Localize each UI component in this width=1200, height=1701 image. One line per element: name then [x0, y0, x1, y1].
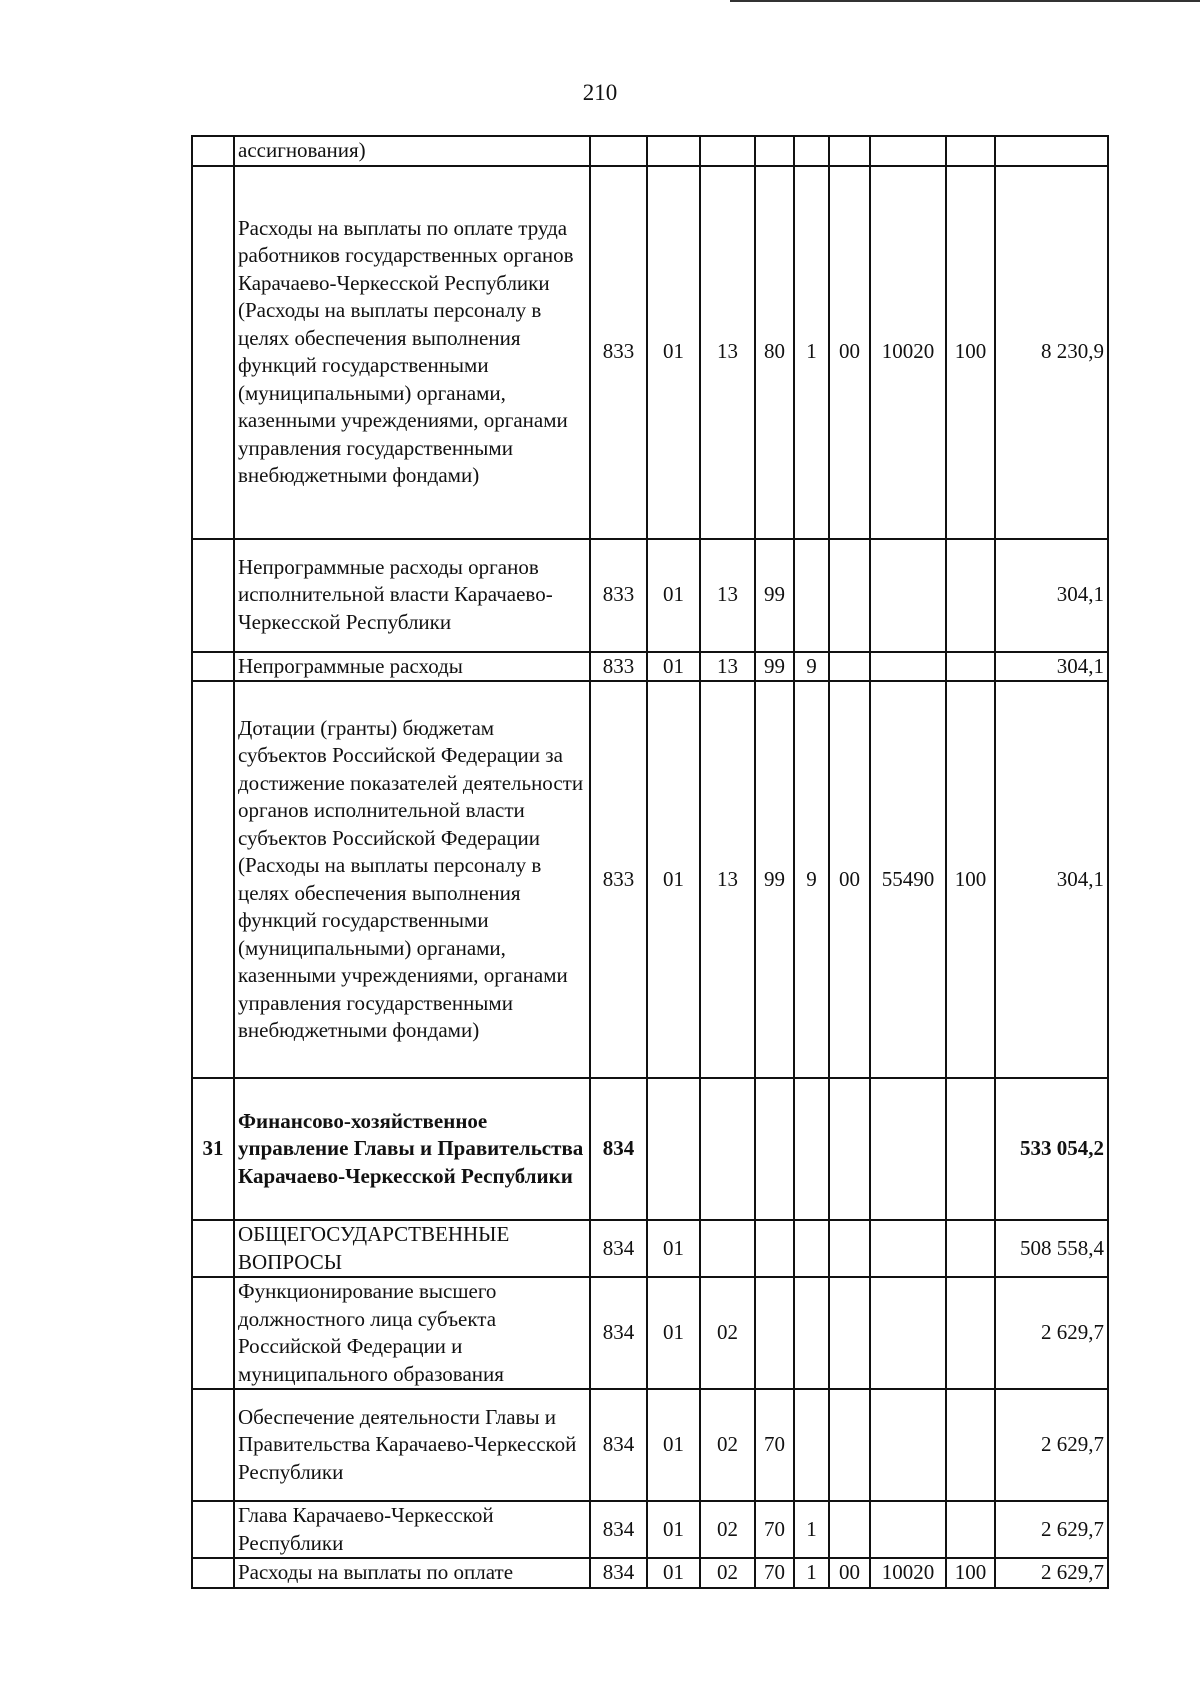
table-row — [192, 1277, 1108, 1389]
vr-code-cell — [946, 1389, 995, 1501]
pr-code-cell: 13 — [700, 539, 755, 652]
item-name-cell: Глава Карачаево-Черкесской Республики — [234, 1501, 590, 1558]
table-row — [192, 681, 1108, 1078]
direction-code-cell — [829, 652, 870, 682]
program-code-cell: 70 — [755, 1558, 794, 1588]
scan-edge-line — [730, 0, 1200, 2]
rz-code-cell: 01 — [647, 1558, 700, 1588]
pr-code-cell: 13 — [700, 681, 755, 1078]
item-name-cell: Дотации (гранты) бюджетам субъектов Российской Федерации за достижение показателей деятельности органов исполнительной власти субъектов Российской Федерации (Расходы на выплаты персоналу в целях обеспечения выполнения функций государственными (муниципальными) органами, казенными учреждениями, органами управления государственными внебюджетными фондами) — [234, 681, 590, 1078]
row-number-cell — [192, 1558, 234, 1588]
vr-code-cell — [946, 1078, 995, 1220]
row-number-cell — [192, 166, 234, 539]
rz-code-cell: 01 — [647, 1501, 700, 1558]
pr-code-cell: 02 — [700, 1389, 755, 1501]
row-number-cell — [192, 1277, 234, 1389]
item-name-cell: ассигнования) — [234, 136, 590, 166]
vr-code-cell: 100 — [946, 1558, 995, 1588]
amount-cell: 2 629,7 — [995, 1277, 1108, 1389]
direction-code-cell — [829, 539, 870, 652]
pr-code-cell — [700, 1220, 755, 1277]
subprogram-code-cell: 1 — [794, 1501, 829, 1558]
amount-cell — [995, 136, 1108, 166]
amount-cell: 2 629,7 — [995, 1501, 1108, 1558]
rz-code-cell: 01 — [647, 1389, 700, 1501]
row-number-cell: 31 — [192, 1078, 234, 1220]
budget-table — [191, 135, 1109, 1589]
expense-code-cell — [870, 652, 946, 682]
program-code-cell: 99 — [755, 652, 794, 682]
expense-code-cell: 10020 — [870, 166, 946, 539]
expense-code-cell: 10020 — [870, 1558, 946, 1588]
expense-code-cell — [870, 1501, 946, 1558]
expense-code-cell — [870, 539, 946, 652]
row-number-cell — [192, 1389, 234, 1501]
vr-code-cell — [946, 652, 995, 682]
subprogram-code-cell — [794, 1277, 829, 1389]
table-row — [192, 166, 1108, 539]
row-number-cell — [192, 1501, 234, 1558]
subprogram-code-cell — [794, 1078, 829, 1220]
table-row — [192, 539, 1108, 652]
expense-code-cell — [870, 136, 946, 166]
subprogram-code-cell — [794, 1220, 829, 1277]
ved-code-cell: 834 — [590, 1501, 647, 1558]
item-name-cell: Непрограммные расходы органов исполнительной власти Карачаево-Черкесской Республики — [234, 539, 590, 652]
expense-code-cell — [870, 1220, 946, 1277]
item-name-cell: Финансово-хозяйственное управление Главы и Правительства Карачаево-Черкесской Республики — [234, 1078, 590, 1220]
table-row — [192, 136, 1108, 166]
amount-cell: 304,1 — [995, 681, 1108, 1078]
table-row — [192, 1220, 1108, 1277]
item-name-cell: Расходы на выплаты по оплате труда работников государственных органов Карачаево-Черкесской Республики (Расходы на выплаты персоналу в целях обеспечения выполнения функций государственными (муниципальными) органами, казенными учреждениями, органами управления государственными внебюджетными фондами) — [234, 166, 590, 539]
subprogram-code-cell: 9 — [794, 681, 829, 1078]
direction-code-cell — [829, 1501, 870, 1558]
rz-code-cell: 01 — [647, 1220, 700, 1277]
ved-code-cell: 833 — [590, 539, 647, 652]
subprogram-code-cell: 1 — [794, 1558, 829, 1588]
ved-code-cell: 834 — [590, 1277, 647, 1389]
direction-code-cell — [829, 1220, 870, 1277]
amount-cell: 508 558,4 — [995, 1220, 1108, 1277]
rz-code-cell: 01 — [647, 539, 700, 652]
vr-code-cell — [946, 136, 995, 166]
ved-code-cell: 834 — [590, 1078, 647, 1220]
table-body — [192, 136, 1108, 1588]
page-number: 210 — [582, 80, 618, 105]
table-row — [192, 1078, 1108, 1220]
table-row — [192, 652, 1108, 682]
expense-code-cell — [870, 1078, 946, 1220]
ved-code-cell — [590, 136, 647, 166]
expense-code-cell: 55490 — [870, 681, 946, 1078]
pr-code-cell — [700, 136, 755, 166]
amount-cell: 2 629,7 — [995, 1389, 1108, 1501]
program-code-cell — [755, 1220, 794, 1277]
pr-code-cell — [700, 1078, 755, 1220]
rz-code-cell — [647, 136, 700, 166]
direction-code-cell: 00 — [829, 166, 870, 539]
amount-cell: 304,1 — [995, 652, 1108, 682]
direction-code-cell — [829, 136, 870, 166]
pr-code-cell: 02 — [700, 1558, 755, 1588]
direction-code-cell — [829, 1277, 870, 1389]
program-code-cell — [755, 136, 794, 166]
expense-code-cell — [870, 1389, 946, 1501]
vr-code-cell — [946, 1220, 995, 1277]
row-number-cell — [192, 652, 234, 682]
item-name-cell: Непрограммные расходы — [234, 652, 590, 682]
direction-code-cell — [829, 1078, 870, 1220]
table-row — [192, 1558, 1108, 1588]
program-code-cell: 99 — [755, 681, 794, 1078]
program-code-cell — [755, 1277, 794, 1389]
program-code-cell: 70 — [755, 1389, 794, 1501]
row-number-cell — [192, 136, 234, 166]
direction-code-cell: 00 — [829, 681, 870, 1078]
program-code-cell: 70 — [755, 1501, 794, 1558]
vr-code-cell: 100 — [946, 681, 995, 1078]
item-name-cell: Обеспечение деятельности Главы и Правительства Карачаево-Черкесской Республики — [234, 1389, 590, 1501]
rz-code-cell: 01 — [647, 166, 700, 539]
pr-code-cell: 13 — [700, 166, 755, 539]
table-row — [192, 1501, 1108, 1558]
subprogram-code-cell — [794, 136, 829, 166]
table-row — [192, 1389, 1108, 1501]
row-number-cell — [192, 681, 234, 1078]
ved-code-cell: 833 — [590, 681, 647, 1078]
amount-cell: 2 629,7 — [995, 1558, 1108, 1588]
item-name-cell: Расходы на выплаты по оплате — [234, 1558, 590, 1588]
rz-code-cell: 01 — [647, 681, 700, 1078]
vr-code-cell: 100 — [946, 166, 995, 539]
vr-code-cell — [946, 1501, 995, 1558]
rz-code-cell: 01 — [647, 652, 700, 682]
subprogram-code-cell: 9 — [794, 652, 829, 682]
ved-code-cell: 833 — [590, 166, 647, 539]
amount-cell: 8 230,9 — [995, 166, 1108, 539]
amount-cell: 533 054,2 — [995, 1078, 1108, 1220]
subprogram-code-cell: 1 — [794, 166, 829, 539]
rz-code-cell: 01 — [647, 1277, 700, 1389]
program-code-cell: 99 — [755, 539, 794, 652]
item-name-cell: ОБЩЕГОСУДАРСТВЕННЫЕ ВОПРОСЫ — [234, 1220, 590, 1277]
item-name-cell: Функционирование высшего должностного лица субъекта Российской Федерации и муниципального образования — [234, 1277, 590, 1389]
vr-code-cell — [946, 539, 995, 652]
program-code-cell: 80 — [755, 166, 794, 539]
row-number-cell — [192, 539, 234, 652]
direction-code-cell — [829, 1389, 870, 1501]
subprogram-code-cell — [794, 1389, 829, 1501]
rz-code-cell — [647, 1078, 700, 1220]
amount-cell: 304,1 — [995, 539, 1108, 652]
ved-code-cell: 834 — [590, 1558, 647, 1588]
pr-code-cell: 02 — [700, 1277, 755, 1389]
ved-code-cell: 834 — [590, 1389, 647, 1501]
program-code-cell — [755, 1078, 794, 1220]
pr-code-cell: 02 — [700, 1501, 755, 1558]
expense-code-cell — [870, 1277, 946, 1389]
pr-code-cell: 13 — [700, 652, 755, 682]
row-number-cell — [192, 1220, 234, 1277]
vr-code-cell — [946, 1277, 995, 1389]
ved-code-cell: 834 — [590, 1220, 647, 1277]
subprogram-code-cell — [794, 539, 829, 652]
ved-code-cell: 833 — [590, 652, 647, 682]
direction-code-cell: 00 — [829, 1558, 870, 1588]
